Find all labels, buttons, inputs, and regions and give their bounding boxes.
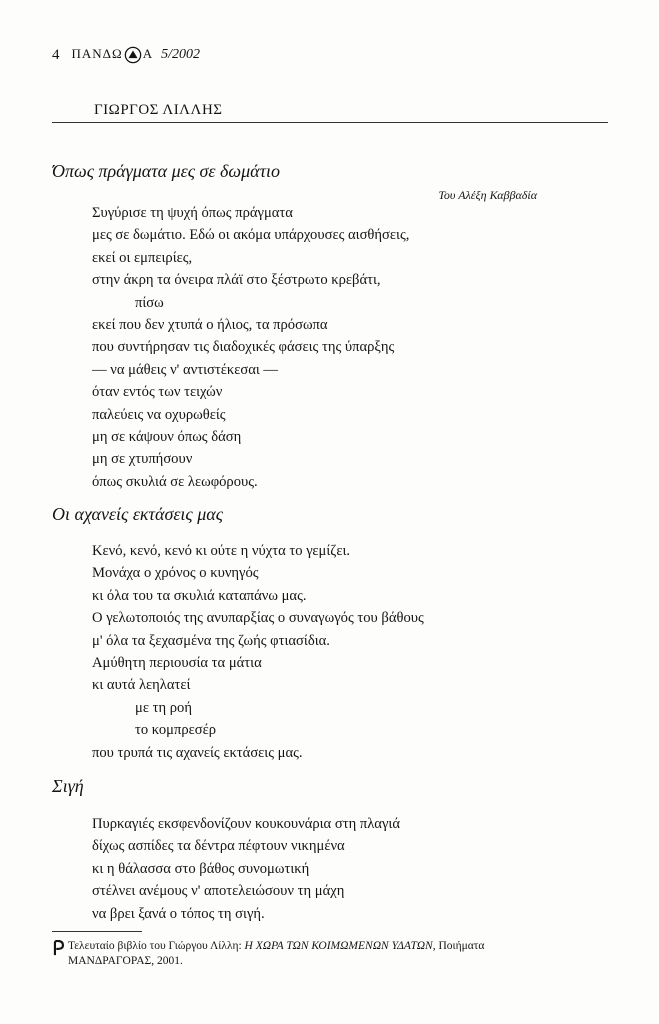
poem-line: παλεύεις να οχυρωθείς: [92, 406, 226, 423]
footnote-line-2: ΜΑΝΔΡΑΓΟΡΑΣ, 2001.: [68, 955, 183, 967]
footnote-book-title: Η ΧΩΡΑ ΤΩΝ ΚΟΙΜΩΜΕΝΩΝ ΥΔΑΤΩΝ: [244, 940, 433, 952]
poem-dedication: Του Αλέξη Καββαδία: [438, 188, 537, 202]
poem-line: Μονάχα ο χρόνος ο κυνηγός: [92, 565, 259, 582]
poem-line: εκεί οι εμπειρίες,: [92, 249, 193, 266]
poem-line: μη σε χτυπήσουν: [92, 451, 193, 468]
poem-line: πίσω: [135, 294, 164, 311]
poem-line: όπως σκυλιά σε λεωφόρους.: [92, 473, 258, 490]
poem-line: Ο γελωτοποιός της ανυπαρξίας ο συναγωγός του βάθους: [92, 610, 424, 627]
poem-line: κι αυτά λεηλατεί: [92, 677, 191, 694]
poem-title: Οι αχανείς εκτάσεις μας: [52, 504, 224, 524]
poem-line: εκεί που δεν χτυπά ο ήλιος, τα πρόσωπα: [92, 317, 328, 334]
poem-line: κι η θάλασσα στο βάθος συνομωτική: [92, 860, 310, 877]
poem-line: μ' όλα τα ξεχασμένα της ζωής φτιασίδια.: [92, 632, 330, 649]
author-name: ΓΙΩΡΓΟΣ ΛΙΛΛΗΣ: [94, 102, 223, 118]
poem-body: [92, 540, 424, 764]
running-header: [52, 44, 200, 66]
poem-line: Κενό, κενό, κενό κι ούτε η νύχτα το γεμίζει.: [92, 543, 351, 559]
footnote-prefix: Τελευταίο βιβλίο του Γιώργου Λίλλη:: [68, 940, 245, 952]
poem-line: Πυρκαγιές εκσφενδονίζουν κουκουνάρια στη πλαγιά: [92, 816, 400, 832]
magazine-name-right: Α: [142, 45, 154, 61]
poem-line: το κομπρεσέρ: [135, 722, 217, 739]
magazine-logo-icon: [124, 46, 142, 64]
poem-title: Σιγή: [52, 776, 84, 796]
poem-line: — να μάθεις ν' αντιστέκεσαι —: [92, 361, 279, 378]
poem-line: μες σε δωμάτιο. Εδώ οι ακόμα υπάρχουσες αισθήσεις,: [92, 227, 410, 244]
footnote-marker-icon: [52, 940, 65, 956]
poem-line: κι όλα του τα σκυλιά καταπάνω μας.: [92, 587, 307, 604]
poem-line: στέλνει ανέμους ν' αποτελειώσουν τη μάχη: [92, 883, 345, 900]
poem-line: με τη ροή: [135, 699, 192, 716]
poem-line: που τρυπά τις αχανείς εκτάσεις μας.: [92, 744, 303, 761]
poem-body: [92, 202, 409, 493]
issue-number: 5/2002: [161, 47, 200, 62]
poem-title: Όπως πράγματα μες σε δωμάτιο: [52, 161, 281, 181]
magazine-name: [72, 46, 154, 64]
footnote-line-1: [52, 940, 484, 952]
header-rule: [52, 122, 608, 123]
footnote-suffix: , Ποιήματα: [432, 940, 485, 952]
poem-line: δίχως ασπίδες τα δέντρα πέφτουν νικημένα: [92, 838, 345, 855]
footnote-rule: [52, 931, 142, 932]
poem-line: να βρει ξανά ο τόπος τη σιγή.: [92, 905, 265, 922]
poem-line: στην άκρη τα όνειρα πλάϊ στο ξέστρωτο κρεβάτι,: [92, 272, 381, 289]
poem-line: που συντήρησαν τις διαδοχικές φάσεις της ύπαρξης: [92, 339, 395, 356]
poem-body: [92, 813, 400, 925]
magazine-name-left: ΠΑΝΔΩ: [71, 45, 123, 61]
poem-line: όταν εντός των τειχών: [92, 384, 223, 401]
poem-line: μη σε κάψουν όπως δάση: [92, 429, 242, 446]
page-number: 4: [52, 46, 60, 63]
poem-line: Αμύθητη περιουσία τα μάτια: [92, 655, 262, 672]
footnote: [52, 939, 552, 969]
poem-line: Συγύρισε τη ψυχή όπως πράγματα: [92, 205, 293, 221]
